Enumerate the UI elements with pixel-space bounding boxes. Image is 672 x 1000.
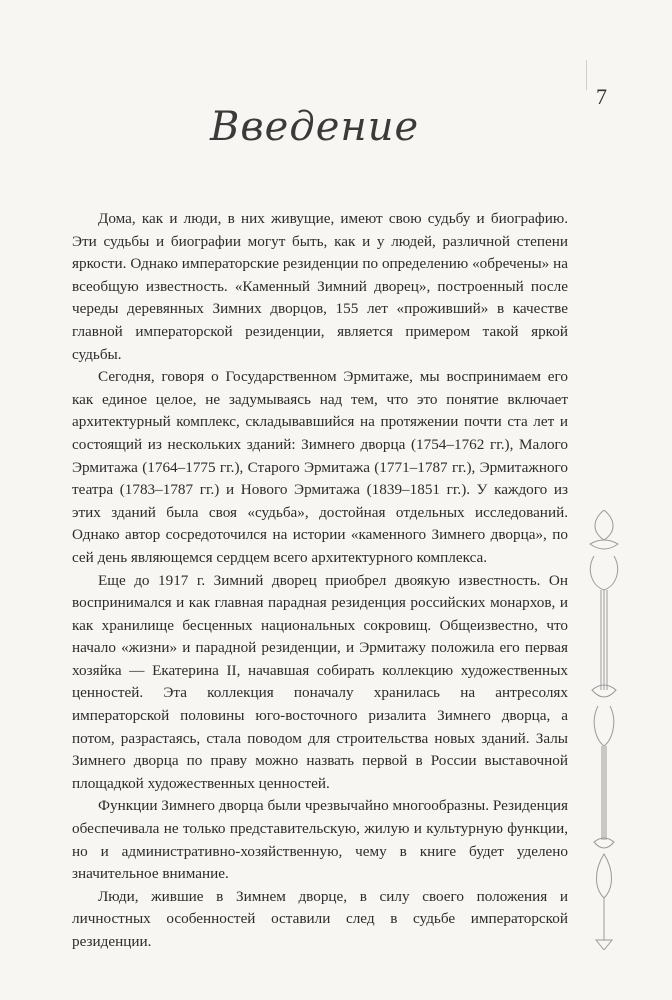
- page-number: 7: [596, 84, 607, 109]
- paragraph-5: Люди, жившие в Зимнем дворце, в силу своего положения и личностных особенностей оставили след в судьбе императорской резиденции.: [72, 887, 568, 950]
- paragraph-2: Сегодня, говоря о Государственном Эрмитаже, мы воспринимаем его как единое целое, не задумываясь над тем, что это понятие включает архитектурный комплекс, складывавшийся на протяжении почти ста лет и состоящий из нескольких зданий: Зимнего дворца (1754–1762 гг.), Малого Эрмитажа (1764–1775 гг.), Старого Эрмитажа (1771–1787 гг.), Эрмитажного театра (1783–1787 гг.) и Нового Эрмитажа (1839–1851 гг.). У каждого из этих зданий была своя «судьба», достойная отдельных исследований. Однако автор сосредоточился на истории «каменного Зимнего дворца», по сей день являющемся сердцем всего архитектурного комплекса.: [72, 368, 568, 566]
- decorative-column-ornament: [582, 510, 626, 950]
- paragraph-3: Еще до 1917 г. Зимний дворец приобрел двоякую известность. Он воспринимался и как главная парадная резиденция российских монархов, и как хранилище бесценных национальных сокровищ. Общеизвестно, что начало «жизни» и парадной резиденции, и Эрмитажу положила его первая хозяйка — Екатерина II, начавшая собирать коллекцию художественных ценностей. Эта коллекция поначалу хранилась на антресолях императорской половины юго-восточного ризалита Зимнего дворца, а потом, разрастаясь, стала поводом для строительства новых зданий. Залы Зимнего дворца по праву можно назвать первой в России выставочной площадкой художественных ценностей.: [72, 571, 568, 792]
- body-text: [72, 208, 568, 954]
- paragraph-4: Функции Зимнего дворца были чрезвычайно многообразны. Резиденция обеспечивала не только представительскую, жилую и культурную функции, но и административно-хозяйственную, чему в книге будет уделено значительное внимание.: [72, 797, 568, 883]
- chapter-title: Введение: [210, 104, 420, 150]
- page-number-rule: [586, 60, 587, 90]
- paragraph-1: Дома, как и люди, в них живущие, имеют свою судьбу и биографию. Эти судьбы и биографии могут быть, как и у людей, различной степени яркости. Однако императорские резиденции по определению «обречены» на всеобщую известность. «Каменный Зимний дворец», построенный после череды деревянных Зимних дворцов, 155 лет «проживший» в качестве главной императорской резиденции, является примером такой яркой судьбы.: [72, 210, 568, 363]
